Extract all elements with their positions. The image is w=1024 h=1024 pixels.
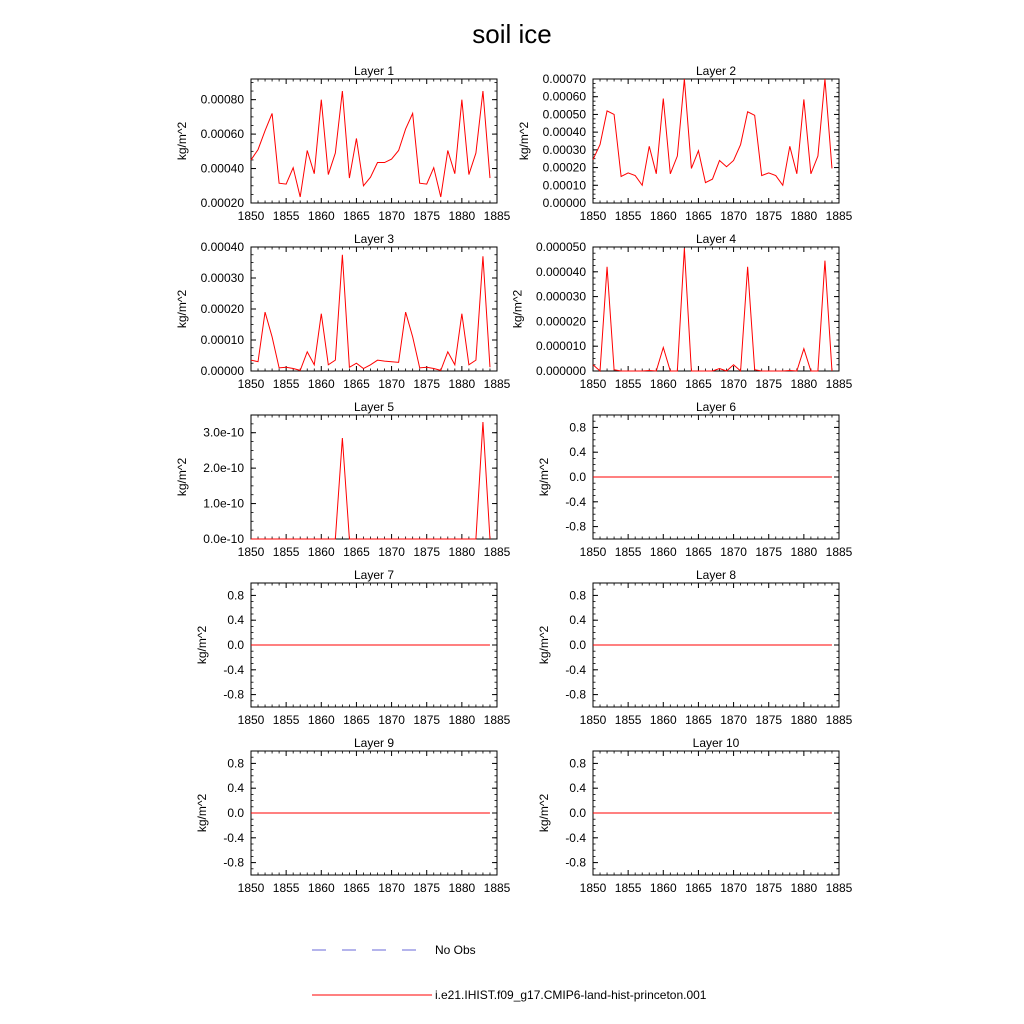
x-tick-label: 1870 [720, 881, 747, 895]
x-tick-label: 1855 [614, 545, 642, 559]
x-tick-label: 1870 [378, 377, 405, 391]
x-tick-label: 1860 [649, 881, 677, 895]
y-axis-label: kg/m^2 [537, 625, 552, 665]
x-tick-label: 1850 [579, 209, 607, 223]
y-tick-label: -0.4 [565, 494, 586, 509]
x-tick-label: 1880 [790, 713, 818, 727]
y-tick-label: 0.00010 [542, 178, 586, 193]
x-tick-label: 1865 [685, 377, 712, 391]
x-tick-label: 1865 [343, 209, 370, 223]
y-axis-label: kg/m^2 [175, 121, 190, 161]
y-tick-label: 0.00000 [542, 196, 586, 210]
x-tick-label: 1850 [237, 713, 265, 727]
x-tick-label: 1875 [413, 377, 441, 391]
x-tick-label: 1850 [579, 713, 607, 727]
y-tick-label: 0.4 [569, 781, 586, 796]
y-tick-label: 2.0e-10 [203, 461, 244, 476]
x-tick-label: 1865 [343, 545, 370, 559]
y-tick-label: 0.00040 [542, 125, 586, 140]
y-tick-label: -0.8 [223, 855, 244, 870]
x-tick-label: 1870 [720, 377, 747, 391]
x-tick-label: 1875 [413, 209, 441, 223]
x-tick-label: 1860 [307, 377, 335, 391]
x-tick-label: 1870 [378, 209, 405, 223]
x-tick-label: 1850 [579, 545, 607, 559]
y-axis-label: kg/m^2 [175, 289, 190, 329]
y-tick-label: -0.8 [565, 519, 586, 534]
y-tick-label: 0.0 [227, 806, 244, 820]
y-tick-label: -0.8 [565, 855, 586, 870]
y-tick-label: 0.0 [227, 638, 244, 652]
y-tick-label: -0.8 [565, 687, 586, 702]
x-tick-label: 1875 [413, 881, 441, 895]
panel-title: Layer 1 [353, 64, 395, 78]
y-axis-label: kg/m^2 [195, 793, 210, 833]
y-tick-label: 0.8 [569, 588, 586, 603]
y-tick-label: 3.0e-10 [203, 425, 244, 440]
y-tick-label: 0.0e-10 [203, 532, 244, 546]
y-tick-label: 0.00010 [200, 333, 244, 347]
x-tick-label: 1885 [825, 377, 853, 391]
x-tick-label: 1885 [825, 209, 853, 223]
y-tick-label: 0.00060 [200, 127, 244, 142]
x-tick-label: 1860 [649, 713, 677, 727]
y-tick-label: 1.0e-10 [203, 496, 244, 511]
x-tick-label: 1870 [378, 713, 405, 727]
x-tick-label: 1885 [483, 881, 511, 895]
x-tick-label: 1885 [825, 545, 853, 559]
y-axis-label: kg/m^2 [537, 457, 552, 497]
x-tick-label: 1880 [448, 713, 476, 727]
x-tick-label: 1850 [579, 881, 607, 895]
x-tick-label: 1885 [483, 545, 511, 559]
x-tick-label: 1855 [272, 713, 300, 727]
y-tick-label: 0.8 [227, 756, 244, 771]
x-tick-label: 1860 [649, 377, 677, 391]
panel-title: Layer 6 [695, 400, 737, 414]
legend-obs-label: No Obs [435, 943, 476, 957]
panel-title: Layer 2 [695, 64, 737, 78]
panel-title: Layer 8 [695, 568, 737, 582]
x-tick-label: 1855 [272, 209, 300, 223]
x-tick-label: 1865 [685, 713, 712, 727]
x-tick-label: 1875 [413, 713, 441, 727]
x-tick-label: 1860 [649, 545, 677, 559]
x-tick-label: 1860 [307, 545, 335, 559]
x-tick-label: 1860 [307, 713, 335, 727]
x-tick-label: 1880 [790, 377, 818, 391]
x-tick-label: 1875 [755, 713, 783, 727]
figure-title: soil ice [472, 19, 552, 49]
x-tick-label: 1880 [448, 545, 476, 559]
x-tick-label: 1880 [790, 881, 818, 895]
x-tick-label: 1870 [378, 545, 405, 559]
x-tick-label: 1855 [614, 713, 642, 727]
x-tick-label: 1875 [755, 881, 783, 895]
y-tick-label: -0.8 [223, 687, 244, 702]
y-tick-label: 0.000010 [535, 339, 586, 354]
panel-title: Layer 9 [353, 736, 395, 750]
y-axis-label: kg/m^2 [510, 289, 525, 329]
x-tick-label: 1855 [272, 881, 300, 895]
x-tick-label: 1850 [237, 377, 265, 391]
y-tick-label: 0.00020 [200, 302, 244, 316]
panel-title: Layer 10 [692, 736, 740, 750]
y-tick-label: 0.00030 [542, 142, 586, 157]
x-tick-label: 1865 [343, 713, 370, 727]
x-tick-label: 1860 [307, 881, 335, 895]
x-tick-label: 1855 [272, 545, 300, 559]
x-tick-label: 1880 [448, 209, 476, 223]
y-axis-label: kg/m^2 [175, 457, 190, 497]
x-tick-label: 1870 [378, 881, 405, 895]
x-tick-label: 1875 [755, 209, 783, 223]
x-tick-label: 1885 [825, 881, 853, 895]
y-tick-label: 0.00050 [542, 107, 586, 122]
panel-title: Layer 3 [353, 232, 395, 246]
x-tick-label: 1885 [825, 713, 853, 727]
y-tick-label: 0.8 [227, 588, 244, 603]
x-tick-label: 1855 [272, 377, 300, 391]
x-tick-label: 1875 [413, 545, 441, 559]
x-tick-label: 1880 [448, 377, 476, 391]
y-tick-label: 0.0 [569, 638, 586, 652]
x-tick-label: 1865 [343, 881, 370, 895]
y-tick-label: 0.4 [569, 613, 586, 628]
y-tick-label: 0.8 [569, 420, 586, 435]
y-tick-label: 0.00070 [542, 72, 586, 86]
y-axis-label: kg/m^2 [195, 625, 210, 665]
y-axis-label: kg/m^2 [537, 793, 552, 833]
x-tick-label: 1850 [237, 209, 265, 223]
x-tick-label: 1870 [720, 545, 747, 559]
y-tick-label: 0.000020 [535, 314, 586, 329]
x-tick-label: 1850 [579, 377, 607, 391]
x-tick-label: 1880 [790, 209, 818, 223]
x-tick-label: 1865 [343, 377, 370, 391]
y-tick-label: -0.4 [223, 662, 244, 677]
y-tick-label: 0.4 [227, 781, 244, 796]
y-tick-label: -0.4 [223, 830, 244, 845]
x-tick-label: 1885 [483, 377, 511, 391]
x-tick-label: 1865 [685, 545, 712, 559]
x-tick-label: 1885 [483, 209, 511, 223]
x-tick-label: 1855 [614, 881, 642, 895]
x-tick-label: 1855 [614, 377, 642, 391]
y-tick-label: 0.00030 [200, 271, 244, 285]
x-tick-label: 1885 [483, 713, 511, 727]
x-tick-label: 1880 [448, 881, 476, 895]
y-tick-label: 0.00080 [200, 92, 244, 107]
y-tick-label: 0.0 [569, 470, 586, 484]
y-tick-label: 0.4 [227, 613, 244, 628]
y-tick-label: 0.00000 [200, 364, 244, 378]
legend-model-label: i.e21.IHIST.f09_g17.CMIP6-land-hist-princeton.001 [435, 988, 707, 1002]
x-tick-label: 1850 [237, 881, 265, 895]
x-tick-label: 1865 [685, 881, 712, 895]
x-tick-label: 1870 [720, 713, 747, 727]
y-tick-label: 0.00020 [200, 196, 244, 210]
y-tick-label: 0.00020 [542, 160, 586, 175]
y-tick-label: 0.000050 [535, 240, 586, 254]
x-tick-label: 1850 [237, 545, 265, 559]
y-axis-label: kg/m^2 [517, 121, 532, 161]
panel-title: Layer 4 [695, 232, 737, 246]
x-tick-label: 1860 [307, 209, 335, 223]
x-tick-label: 1860 [649, 209, 677, 223]
panel-title: Layer 7 [353, 568, 395, 582]
x-tick-label: 1875 [755, 545, 783, 559]
y-tick-label: 0.000040 [535, 264, 586, 279]
y-tick-label: 0.000000 [535, 364, 586, 378]
y-tick-label: 0.4 [569, 445, 586, 460]
y-tick-label: 0.00040 [200, 161, 244, 176]
y-tick-label: -0.4 [565, 830, 586, 845]
panel-title: Layer 5 [353, 400, 395, 414]
x-tick-label: 1855 [614, 209, 642, 223]
y-tick-label: 0.0 [569, 806, 586, 820]
y-tick-label: 0.000030 [535, 289, 586, 304]
x-tick-label: 1875 [755, 377, 783, 391]
x-tick-label: 1865 [685, 209, 712, 223]
y-tick-label: 0.00040 [200, 240, 244, 254]
y-tick-label: 0.8 [569, 756, 586, 771]
x-tick-label: 1880 [790, 545, 818, 559]
y-tick-label: -0.4 [565, 662, 586, 677]
x-tick-label: 1870 [720, 209, 747, 223]
y-tick-label: 0.00060 [542, 89, 586, 104]
